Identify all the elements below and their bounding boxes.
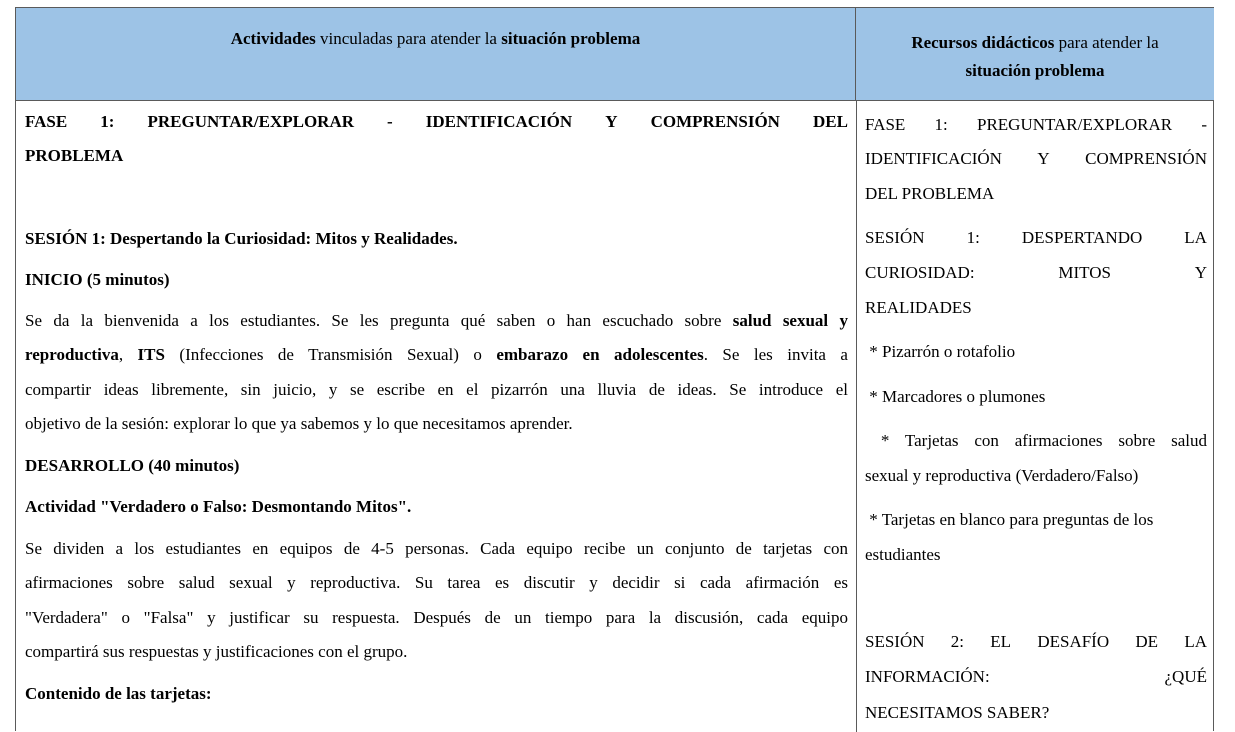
contenido-title: Contenido de las tarjetas: <box>25 684 212 703</box>
r-phase-line2 <box>865 149 1207 169</box>
word: ¿QUÉ <box>1164 667 1207 686</box>
word: EL <box>990 632 1012 651</box>
desarrollo-line3: "Verdadera" o "Falsa" y justificar su respuesta. Después de un tiempo para la discusión, cada equipo <box>25 608 848 627</box>
word: INFORMACIÓN: <box>865 667 990 686</box>
desarrollo-line4: compartirá sus respuestas y justificaciones con el grupo. <box>25 642 408 661</box>
header-activities <box>16 8 856 101</box>
r-session2-line2 <box>865 667 1207 687</box>
word: - <box>1201 115 1207 134</box>
r-session1-line1 <box>865 228 1207 248</box>
resource-item-blanco-line1: * Tarjetas en blanco para preguntas de los <box>865 510 1154 529</box>
word: Y <box>1037 149 1050 168</box>
desarrollo-line2: afirmaciones sobre salud sexual y reproductiva. Su tarea es discutir y decidir si cada afirmación es <box>25 573 848 592</box>
word: Y <box>1194 263 1207 282</box>
inicio-line2: reproductiva, ITS (Infecciones de Transmisión Sexual) o embarazo en adolescentes. Se les invita a <box>25 345 848 364</box>
word: SESIÓN <box>865 228 925 247</box>
word: 1: <box>100 112 115 131</box>
word: - <box>387 112 393 131</box>
phase-title-line2: PROBLEMA <box>25 146 124 165</box>
word: FASE <box>25 112 68 131</box>
word: COMPRENSIÓN <box>1085 149 1207 168</box>
word: PREGUNTAR/EXPLORAR <box>147 112 354 131</box>
resource-item-pizarron: * Pizarrón o rotafolio <box>865 342 1016 361</box>
r-session2-line3: NECESITAMOS SABER? <box>865 703 1050 722</box>
inicio-title: INICIO (5 minutos) <box>25 270 170 289</box>
word: LA <box>1184 228 1207 247</box>
word: SESIÓN <box>865 632 925 651</box>
word: PREGUNTAR/EXPLORAR <box>976 115 1173 134</box>
activities-table <box>15 7 1214 731</box>
resource-item-tarjetas-line1: * Tarjetas con afirmaciones sobre salud <box>865 431 1207 450</box>
resource-item-tarjetas-line2: sexual y reproductiva (Verdadero/Falso) <box>865 466 1139 485</box>
word: IDENTIFICACIÓN <box>865 149 1002 168</box>
inicio-line4: objetivo de la sesión: explorar lo que ya sabemos y lo que necesitamos aprender. <box>25 414 573 433</box>
header-resources-line1: Recursos didácticos para atender la <box>911 33 1159 52</box>
desarrollo-title: DESARROLLO (40 minutos) <box>25 456 240 475</box>
word: 2: <box>950 632 965 651</box>
r-session1-line2 <box>865 263 1207 283</box>
header-resources-line2: situación problema <box>965 61 1105 80</box>
desarrollo-line1: Se dividen a los estudiantes en equipos de 4-5 personas. Cada equipo recibe un conjunto de tarjetas con <box>25 539 848 558</box>
word: DE <box>1135 632 1159 651</box>
word: CURIOSIDAD: <box>865 263 975 282</box>
word: 1: <box>934 115 948 134</box>
inicio-line3: compartir ideas libremente, sin juicio, y se escribe en el pizarrón una lluvia de ideas. Se introduce el <box>25 380 848 399</box>
word: IDENTIFICACIÓN <box>425 112 573 131</box>
r-session1-line3: REALIDADES <box>865 298 972 317</box>
word: DESAFÍO <box>1037 632 1110 651</box>
r-session2-line1 <box>865 632 1207 652</box>
word: FASE <box>865 115 906 134</box>
header-resources <box>856 8 1214 101</box>
resource-item-marcadores: * Marcadores o plumones <box>865 387 1046 406</box>
word: Y <box>605 112 618 131</box>
header-activities-text: Actividades vinculadas para atender la situación problema <box>230 29 641 48</box>
word: COMPRENSIÓN <box>650 112 780 131</box>
r-phase-line1 <box>865 115 1207 135</box>
resource-item-blanco-line2: estudiantes <box>865 545 941 564</box>
column-divider <box>856 101 857 732</box>
word: DEL <box>813 112 848 131</box>
actividad-title: Actividad "Verdadero o Falso: Desmontando Mitos". <box>25 497 412 516</box>
word: MITOS <box>1058 263 1111 282</box>
word: DESPERTANDO <box>1021 228 1143 247</box>
phase-title-line1 <box>25 112 848 132</box>
inicio-line1: Se da la bienvenida a los estudiantes. Se les pregunta qué saben o han escuchado sobre salud sexual y <box>25 311 848 330</box>
r-phase-line3: DEL PROBLEMA <box>865 184 995 203</box>
session1-title: SESIÓN 1: Despertando la Curiosidad: Mitos y Realidades. <box>25 229 458 248</box>
word: LA <box>1184 632 1207 651</box>
word: 1: <box>966 228 980 247</box>
